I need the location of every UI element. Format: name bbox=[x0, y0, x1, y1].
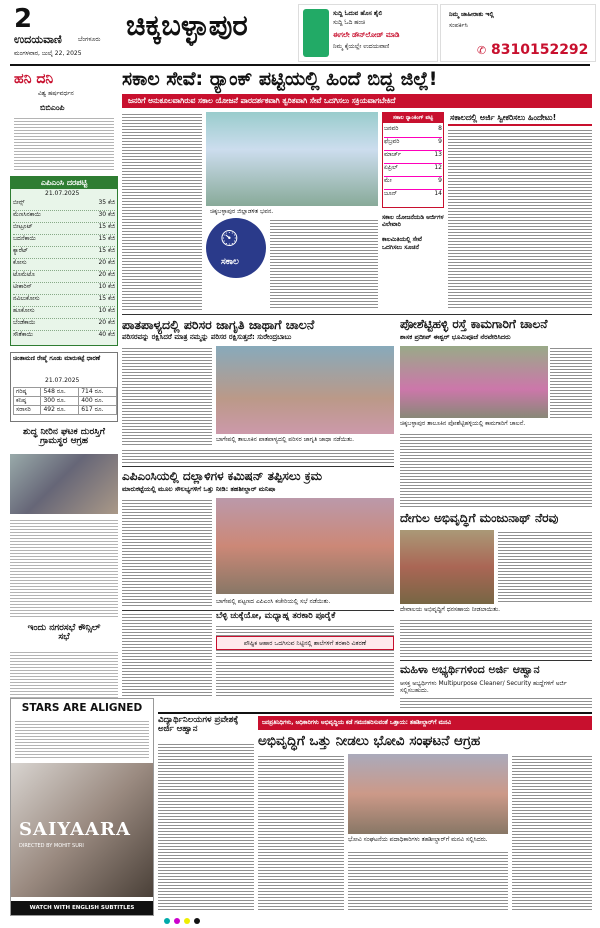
drain-headline: ಪಾತಪಾಳ್ಯದಲ್ಲಿ ಪರಿಸರ ಜಾಗೃತಿ ಜಾಥಾಗೆ ಚಾಲನೆ bbox=[122, 317, 315, 332]
left-story1-text bbox=[10, 518, 118, 618]
bhovi-text-col1 bbox=[258, 754, 344, 912]
pull-quote-1: ಸಕಾಲ ಯೋಜನೆಯಡಿ ಅರ್ಜಿಗಳ ವಿಲೇವಾರಿ bbox=[382, 214, 444, 229]
apmc-row: ಬೀಟ್ರೂಟ್ 15 ಕೆಜಿ bbox=[13, 223, 115, 235]
apmc-story-photo bbox=[216, 498, 394, 594]
left-story1-photo bbox=[10, 454, 118, 514]
table-row: ಫೆಬ್ರವರಿ 9 bbox=[384, 138, 442, 151]
movie-director: DIRECTED BY MOHIT SURI bbox=[19, 843, 84, 849]
silk-table bbox=[13, 387, 117, 415]
lead-caption: ಚಿಕ್ಕಬಳ್ಳಾಪುರ ಜಿಲ್ಲಾಡಳಿತ ಭವನ. bbox=[210, 208, 274, 215]
left-story1-headline: ಶುದ್ಧ ನೀರಿನ ಘಟಕ ದುರಸ್ತಿಗೆ ಗ್ರಾಮಸ್ಥರ ಆಗ್ರಹ bbox=[23, 427, 105, 447]
hostel-text bbox=[158, 742, 254, 912]
pull-quote-2: ಕಾಲಮಿತಿಯಲ್ಲಿ ಸೇವೆ ಒದಗಿಸಲು ಸೂಚನೆ bbox=[382, 236, 422, 251]
masthead bbox=[0, 0, 600, 64]
drain-caption: ಬಾಗೇಪಲ್ಲಿ ತಾಲೂಕಿನ ಪಾತಪಾಳ್ಯದಲ್ಲಿ ಪರಿಸರ ಜಾಗೃತಿ ಜಾಥಾ ನಡೆಯಿತು. bbox=[216, 436, 355, 443]
lead-headline: ಸಕಾಲ ಸೇವೆ: ರ್‍ಯಾಂಕ್ ಪಟ್ಟಿಯಲ್ಲಿ ಹಿಂದೆ ಬಿದ್ದ ಜಿಲ್ಲೆ! bbox=[122, 68, 438, 90]
edition-title: ಚಿಕ್ಕಬಳ್ಳಾಪುರ bbox=[126, 8, 248, 42]
top-ad-app[interactable] bbox=[298, 4, 438, 62]
road-subhead: ಶಾಸಕ ಪ್ರದೀಪ್ ಈಶ್ವರ್ ಭೂಮಿಪೂಜೆ ನೆರವೇರಿಸಿದರು bbox=[400, 333, 511, 341]
issue-date: ಮಂಗಳವಾರ, ಜುಲೈ 22, 2025 bbox=[14, 50, 82, 57]
lead-pull-quotes bbox=[382, 214, 444, 310]
table-row: ಸರಾಸರಿ 492 ರೂ. 617 ರೂ. bbox=[14, 406, 117, 415]
city-name: ಬೆಂಗಳೂರು bbox=[78, 36, 101, 43]
road-headline: ಪೋಶೆಟ್ಟಿಹಳ್ಳಿ ರಸ್ತೆ ಕಾಮಗಾರಿಗೆ ಚಾಲನೆ bbox=[400, 317, 548, 331]
apmc-row: ಮೆಣಸಿನಕಾಯಿ 30 ಕೆಜಿ bbox=[13, 211, 115, 223]
color-registration-marks bbox=[164, 918, 584, 924]
bhovi-banner: ಜನಪ್ರತಿನಿಧಿಗಳು, ಅಧಿಕಾರಿಗಳು ಅಭಿವೃದ್ಧಿಯ ಕಡೆ ಗಮನಹರಿಸುವಂತೆ ಒತ್ತಾಯ: ತಹಶೀಲ್ದಾರ್‌ಗೆ ಮನವಿ bbox=[258, 716, 592, 730]
phone-icon: ✆ bbox=[477, 44, 487, 57]
women-body: ಆಸಕ್ತ ಅಭ್ಯರ್ಥಿಗಳು Multipurpose Cleaner/ Security ಹುದ್ದೆಗಳಿಗೆ ಅರ್ಜಿ ಸಲ್ಲಿಸಬಹುದು. bbox=[400, 680, 567, 695]
apmc-story-text bbox=[122, 498, 212, 608]
temple-text bbox=[400, 618, 592, 658]
apmc-list bbox=[13, 199, 115, 343]
silk-box bbox=[10, 352, 118, 422]
school-headline: ಬೆಳ್ಳಿ ಚುಕ್ಕೆಯೋ, ಮಧ್ಯಾಹ್ನ ತರಕಾರಿ ಪೂರೈಕೆ bbox=[216, 611, 336, 621]
apmc-box bbox=[10, 176, 118, 346]
table-row: ಮಾರ್ಚ್ 13 bbox=[384, 151, 442, 164]
rule-row3 bbox=[122, 466, 394, 467]
ad2-line1: ನಿಮ್ಮ ಜಾಹೀರಾತು ಇಲ್ಲಿ bbox=[449, 11, 494, 18]
drain-subhead: ಪರಿಸರವನ್ನು ರಕ್ಷಿಸಿದರೆ ಮಾತ್ರ ನಮ್ಮನ್ನು ಪರಿಸರ ರಕ್ಷಿಸುತ್ತದೆ: ಸುರೇಂದ್ರಬಾಬು bbox=[122, 333, 292, 341]
apmc-row: ಹೂಕೋಸು 10 ಕೆಜಿ bbox=[13, 307, 115, 319]
rank-list bbox=[384, 125, 442, 203]
apmc-row: ಬೀನ್ಸ್ 35 ಕೆಜಿ bbox=[13, 199, 115, 211]
phone-illustration bbox=[303, 9, 329, 57]
rank-table bbox=[382, 112, 444, 208]
sakala-logo-text: ಸಕಾಲ bbox=[221, 257, 239, 267]
apmc-row: ಬೆಂಡೆಕಾಯಿ 20 ಕೆಜಿ bbox=[13, 319, 115, 331]
ad2-line2: ಸಂಪರ್ಕಿಸಿ bbox=[449, 22, 468, 29]
movie-title: SAIYAARA bbox=[19, 819, 131, 840]
apmc-story-caption: ಬಾಗೇಪಲ್ಲಿ ಪಟ್ಟಣದ ಎಪಿಎಂಸಿ ಕಚೇರಿಯಲ್ಲಿ ಸಭೆ ನಡೆಯಿತು. bbox=[216, 598, 331, 605]
ad1-line2: ಸುದ್ದಿ ಓದಿ ಹಂಚಿ bbox=[333, 19, 366, 26]
table-row: ಮೇ 9 bbox=[384, 177, 442, 190]
women-headline: ಮಹಿಳಾ ಅಭ್ಯರ್ಥಿಗಳಿಂದ ಅರ್ಜಿ ಆಹ್ವಾನ bbox=[400, 663, 540, 676]
page-number: 2 bbox=[14, 4, 33, 34]
drain-text-col2 bbox=[122, 448, 394, 464]
apmc-row: ಬದನೆಕಾಯಿ 15 ಕೆಜಿ bbox=[13, 235, 115, 247]
rank-table-title: ಸಕಾಲ ರ್‍ಯಾಂಕಿಂಗ್ ಪಟ್ಟಿ bbox=[383, 113, 443, 123]
left-bottom-text bbox=[122, 612, 212, 696]
masthead-rule bbox=[10, 64, 590, 66]
side-text bbox=[448, 128, 592, 310]
apmc-row: ಟೊಮೆಟೊ 20 ಕೆಜಿ bbox=[13, 271, 115, 283]
apmc-row: ಟೀಕಾರಿಸ್ 10 ಕೆಜಿ bbox=[13, 283, 115, 295]
ad2-phone: 8310152292 bbox=[491, 42, 589, 58]
table-row: ಗರಿಷ್ಠ 548 ರೂ. 714 ರೂ. bbox=[14, 388, 117, 397]
apmc-row: ಕ್ಯಾರೆಟ್ 15 ಕೆಜಿ bbox=[13, 247, 115, 259]
apmc-row: ಕೋಸು 20 ಕೆಜಿ bbox=[13, 259, 115, 271]
temple-text-side bbox=[498, 530, 592, 604]
middle-bottom-text bbox=[216, 660, 394, 696]
table-row: ಏಪ್ರಿಲ್ 12 bbox=[384, 164, 442, 177]
paper-name: ಉದಯವಾಣಿ bbox=[14, 33, 62, 46]
bhovi-text-col2 bbox=[348, 850, 508, 912]
ad1-line3: ಈಗಲೇ ಡೌನ್‌ಲೋಡ್ ಮಾಡಿ bbox=[333, 31, 400, 39]
ad1-line1: ಸುದ್ದಿ ಓದುವ ಹೊಸ ಶೈಲಿ bbox=[333, 10, 383, 17]
hani-dani-text bbox=[14, 116, 114, 172]
rule-bottom bbox=[158, 712, 592, 714]
lead-photo bbox=[206, 112, 378, 206]
road-caption: ಚಿಕ್ಕಬಳ್ಳಾಪುರ ತಾಲೂಕಿನ ಪೋಶೆಟ್ಟಿಹಳ್ಳಿಯಲ್ಲಿ ಕಾಮಗಾರಿಗೆ ಚಾಲನೆ. bbox=[400, 420, 526, 427]
top-ad-phone[interactable] bbox=[440, 4, 596, 62]
hostel-headline: ವಿದ್ಯಾರ್ಥಿನಿಲಯಗಳ ಪ್ರವೇಶಕ್ಕೆ ಅರ್ಜಿ ಆಹ್ವಾನ bbox=[158, 715, 239, 734]
temple-headline: ದೇಗುಲ ಅಭಿವೃದ್ಧಿಗೆ ಮಂಜುನಾಥ್ ನೆರವು bbox=[400, 511, 559, 525]
road-photo bbox=[400, 346, 548, 418]
table-row: ಜನವರಿ 8 bbox=[384, 125, 442, 138]
hani-dani-sub: ವಿಶ್ವ ಹರ್ಷವರ್ಧನ bbox=[38, 90, 74, 97]
sakala-logo bbox=[206, 218, 266, 278]
bhovi-text-col3 bbox=[512, 754, 592, 912]
school-box: ಪೌಷ್ಟಿಕ ಆಹಾರ ಒದಗಿಸುವ ನಿಟ್ಟಿನಲ್ಲಿ ಶಾಲೆಗಳಿಗೆ ತರಕಾರಿ ವಿತರಣೆ bbox=[216, 636, 394, 650]
ad1-line4: ನಿಮ್ಮ ಕೈಯಲ್ಲೇ ಉದಯವಾಣಿ bbox=[333, 43, 390, 50]
temple-caption: ದೇವಾಲಯ ಅಭಿವೃದ್ಧಿಗೆ ಧನಸಹಾಯ ನೀಡಲಾಯಿತು. bbox=[400, 606, 501, 613]
road-text bbox=[400, 432, 592, 508]
apmc-story-headline: ಎಪಿಎಂಸಿಯಲ್ಲಿ ದಲ್ಲಾಳಿಗಳ ಕಮಿಷನ್ ತಪ್ಪಿಸಲು ಕ್ರಮ bbox=[122, 469, 323, 483]
apmc-title: ಎಪಿಎಂಸಿ ದರಪಟ್ಟಿ bbox=[11, 177, 117, 189]
rule-women bbox=[400, 660, 592, 661]
apmc-date: 21.07.2025 bbox=[45, 190, 80, 197]
apmc-row: ಸೌತೆಕಾಯಿ 40 ಕೆಜಿ bbox=[13, 331, 115, 338]
movie-reviews bbox=[15, 719, 149, 759]
side-title: ಸಕಾಲದಲ್ಲಿ ಅರ್ಜಿ ಸ್ವೀಕರಿಸಲು ಹಿಂದೇಟು! bbox=[448, 112, 592, 126]
hani-dani-logo: ಹನಿ ದನಿ bbox=[14, 71, 54, 87]
apmc-story-subhead: ಮಾರುಕಟ್ಟೆಯಲ್ಲಿ ಮೂಲ ಸೌಲಭ್ಯಗಳಿಗೆ ಒತ್ತು ನೀಡಿ: ತಹಶೀಲ್ದಾರ್ ಮನಿಷಾ bbox=[122, 485, 276, 493]
table-row: ಕನಿಷ್ಠ 300 ರೂ. 400 ರೂ. bbox=[14, 397, 117, 406]
bhovi-headline: ಅಭಿವೃದ್ಧಿಗೆ ಒತ್ತು ನೀಡಲು ಭೋವಿ ಸಂಘಟನೆ ಆಗ್ರಹ bbox=[258, 733, 481, 749]
lead-subhead: ಜನರಿಗೆ ಅನುಕೂಲವಾಗಿರುವ ಸಕಾಲ ಯೋಜನೆ ಪಾರದರ್ಶಕವಾಗಿ ತ್ವರಿತವಾಗಿ ಸೇವೆ ಒದಗಿಸಲು ಸಕ್ರಿಯವಾಗಬೇಕಿದೆ bbox=[122, 94, 592, 108]
rule-row2 bbox=[122, 314, 592, 315]
lead-text-col1 bbox=[122, 112, 202, 310]
left-story2-headline: ಇಂದು ನಗರಸಭೆ ಕೌನ್ಸಿಲ್ ಸಭೆ bbox=[27, 623, 101, 643]
silk-date: 21.07.2025 bbox=[45, 377, 80, 384]
drain-photo bbox=[216, 346, 394, 434]
left-column bbox=[10, 68, 118, 668]
road-text-side bbox=[550, 346, 592, 418]
temple-photo bbox=[400, 530, 494, 604]
silk-title: ಚಿಂತಾಮಣಿ ರೇಷ್ಮೆ ಗೂಡು ಮಾರುಕಟ್ಟೆ ಧಾರಣೆ bbox=[13, 355, 101, 362]
clock-icon: ⏲ bbox=[220, 224, 239, 252]
movie-tagline: STARS ARE ALIGNED bbox=[21, 702, 143, 714]
table-row: ಜೂನ್ 14 bbox=[384, 190, 442, 197]
bibimp-label: ಬಿಬಿಎಂಪಿ bbox=[40, 103, 65, 112]
lead-text-col2 bbox=[270, 218, 378, 310]
drain-text-col1 bbox=[122, 346, 212, 446]
apmc-row: ನವಿಲುಕೋಸು 15 ಕೆಜಿ bbox=[13, 295, 115, 307]
women-text bbox=[400, 696, 592, 710]
movie-ad[interactable] bbox=[10, 698, 154, 916]
movie-footer: WATCH WITH ENGLISH SUBTITLES bbox=[11, 901, 153, 915]
bhovi-photo bbox=[348, 754, 508, 834]
bhovi-caption: ಭೋವಿ ಸಂಘಟನೆಯ ಪದಾಧಿಕಾರಿಗಳು ತಹಶೀಲ್ದಾರ್‌ಗೆ ಮನವಿ ಸಲ್ಲಿಸಿದರು. bbox=[348, 836, 488, 843]
